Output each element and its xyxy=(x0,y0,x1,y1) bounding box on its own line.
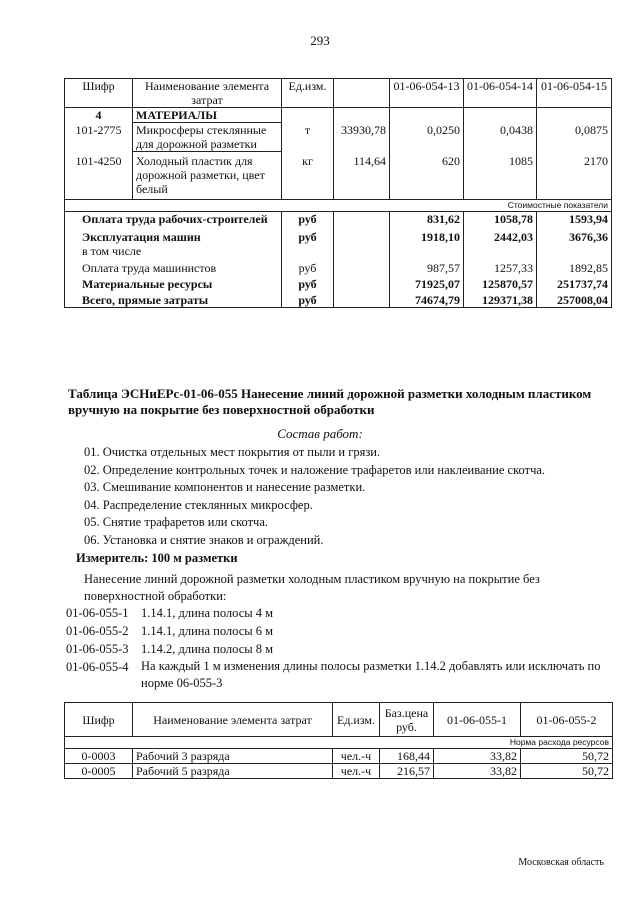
code-text: 1.14.2, длина полосы 8 м xyxy=(141,642,274,656)
resource-value: 50,72 xyxy=(521,749,613,764)
table-row xyxy=(65,749,613,764)
resource-unit: чел.-ч xyxy=(333,749,380,764)
list-item: 02. Определение контрольных точек и наложение трафаретов или наклеивание скотча. xyxy=(84,462,546,477)
cost-value: 1257,33 xyxy=(464,258,537,275)
table-header-row xyxy=(65,703,613,737)
material-price: 33930,78 xyxy=(334,123,390,152)
header-col-15: 01-06-054-15 xyxy=(537,79,612,108)
header-code: Шифр xyxy=(65,79,133,108)
cost-value: 2442,03 xyxy=(464,226,537,258)
cost-value: 74674,79 xyxy=(390,291,464,308)
work-composition-heading: Состав работ: xyxy=(277,426,363,441)
code-item xyxy=(66,640,611,658)
material-value: 0,0250 xyxy=(390,123,464,152)
resource-code: 0-0005 xyxy=(65,764,133,779)
cost-row xyxy=(65,275,612,291)
material-unit: т xyxy=(282,123,334,152)
cost-label-row xyxy=(65,200,612,212)
cost-value: 1593,94 xyxy=(537,212,612,227)
work-steps-list xyxy=(84,444,545,550)
cost-row xyxy=(65,212,612,227)
code-id: 01-06-055-2 xyxy=(66,624,129,638)
code-text: 1.14.1, длина полосы 6 м xyxy=(141,624,274,638)
table-header-row xyxy=(65,79,612,108)
resource-table-054 xyxy=(64,78,612,308)
header-code: Шифр xyxy=(65,703,133,737)
measure-unit: Измеритель: 100 м разметки xyxy=(76,551,238,565)
material-price: 114,64 xyxy=(334,152,390,200)
resource-value: 33,82 xyxy=(434,764,521,779)
resource-price: 216,57 xyxy=(380,764,434,779)
cost-value: 251737,74 xyxy=(537,275,612,291)
cost-unit: руб xyxy=(282,275,334,291)
header-col-13: 01-06-054-13 xyxy=(390,79,464,108)
cost-unit: руб xyxy=(282,258,334,275)
cost-subnote: в том числе xyxy=(82,244,142,258)
code-item xyxy=(66,658,611,692)
cost-unit: руб xyxy=(282,226,334,258)
material-value: 0,0875 xyxy=(537,123,612,152)
norm-label: Норма расхода ресурсов xyxy=(65,737,613,749)
code-item xyxy=(66,604,611,622)
resource-table-055 xyxy=(64,702,613,779)
header-col-1: 01-06-055-1 xyxy=(434,703,521,737)
resource-price: 168,44 xyxy=(380,749,434,764)
footer-region: Московская область xyxy=(518,857,604,868)
material-unit: кг xyxy=(282,152,334,200)
cost-value: 129371,38 xyxy=(464,291,537,308)
cost-value: 1058,78 xyxy=(464,212,537,227)
header-unit: Ед.изм. xyxy=(333,703,380,737)
cost-indicators-label: Стоимостные показатели xyxy=(65,200,612,212)
cost-name: Эксплуатация машин в том числе xyxy=(65,226,282,258)
header-col-2: 01-06-055-2 xyxy=(521,703,613,737)
material-code: 101-4250 xyxy=(65,152,133,200)
table-row xyxy=(65,764,613,779)
cost-name: Материальные ресурсы xyxy=(65,275,282,291)
page-number: 293 xyxy=(310,33,330,48)
code-id: 01-06-055-4 xyxy=(66,660,129,674)
material-value: 620 xyxy=(390,152,464,200)
cost-value: 1918,10 xyxy=(390,226,464,258)
list-item: 05. Снятие трафаретов или скотча. xyxy=(84,515,269,530)
header-base-price: Баз.цена руб. xyxy=(380,703,434,737)
section-title: МАТЕРИАЛЫ xyxy=(133,108,282,123)
header-name: Наименование элемента затрат xyxy=(133,703,333,737)
cost-name: Оплата труда рабочих-строителей xyxy=(65,212,282,227)
table-title: Таблица ЭСНиЕРс-01-06-055 Нанесение линий дорожной разметки холодным пластиком вручную на покрытие без поверхностной обработки xyxy=(68,386,592,417)
material-value: 1085 xyxy=(464,152,537,200)
cost-value: 257008,04 xyxy=(537,291,612,308)
cost-value: 987,57 xyxy=(390,258,464,275)
resource-code: 0-0003 xyxy=(65,749,133,764)
material-value: 2170 xyxy=(537,152,612,200)
header-name: Наименование элемента затрат xyxy=(133,79,282,108)
cost-name: Оплата труда машинистов xyxy=(65,258,282,275)
list-item: 01. Очистка отдельных мест покрытия от пыли и грязи. xyxy=(84,445,381,459)
header-col-14: 01-06-054-14 xyxy=(464,79,537,108)
table-row xyxy=(65,123,612,152)
code-id: 01-06-055-1 xyxy=(66,606,129,620)
norm-label-row xyxy=(65,737,613,749)
table-row xyxy=(65,152,612,200)
code-list xyxy=(66,604,611,692)
cost-row xyxy=(65,291,612,308)
material-code: 101-2775 xyxy=(65,123,133,152)
cost-row xyxy=(65,258,612,275)
cost-value: 125870,57 xyxy=(464,275,537,291)
resource-value: 33,82 xyxy=(434,749,521,764)
list-item: 06. Установка и снятие знаков и ограждений. xyxy=(84,532,324,547)
list-item: 03. Смешивание компонентов и нанесение разметки. xyxy=(84,480,366,495)
resource-name: Рабочий 5 разряда xyxy=(133,764,333,779)
resource-value: 50,72 xyxy=(521,764,613,779)
resource-unit: чел.-ч xyxy=(333,764,380,779)
description: Нанесение линий дорожной разметки холодным пластиком вручную на покрытие без поверхностной обработки: xyxy=(84,572,540,603)
header-price xyxy=(334,79,390,108)
section-row xyxy=(65,108,612,123)
section-number: 4 xyxy=(65,108,133,123)
code-id: 01-06-055-3 xyxy=(66,642,129,656)
cost-unit: руб xyxy=(282,291,334,308)
cost-value: 71925,07 xyxy=(390,275,464,291)
material-name: Холодный пластик для дорожной разметки, цвет белый xyxy=(133,152,282,200)
code-text: На каждый 1 м изменения длины полосы разметки 1.14.2 добавлять или исключать по норме 06-055-3 xyxy=(141,659,601,690)
resource-name: Рабочий 3 разряда xyxy=(133,749,333,764)
cost-value: 3676,36 xyxy=(537,226,612,258)
cost-value: 831,62 xyxy=(390,212,464,227)
code-text: 1.14.1, длина полосы 4 м xyxy=(141,606,274,620)
material-value: 0,0438 xyxy=(464,123,537,152)
cost-value: 1892,85 xyxy=(537,258,612,275)
header-unit: Ед.изм. xyxy=(282,79,334,108)
material-name: Микросферы стеклянные для дорожной разметки xyxy=(133,123,282,152)
cost-unit: руб xyxy=(282,212,334,227)
code-item xyxy=(66,622,611,640)
cost-name: Всего, прямые затраты xyxy=(65,291,282,308)
list-item: 04. Распределение стеклянных микросфер. xyxy=(84,497,313,512)
cost-row xyxy=(65,226,612,258)
